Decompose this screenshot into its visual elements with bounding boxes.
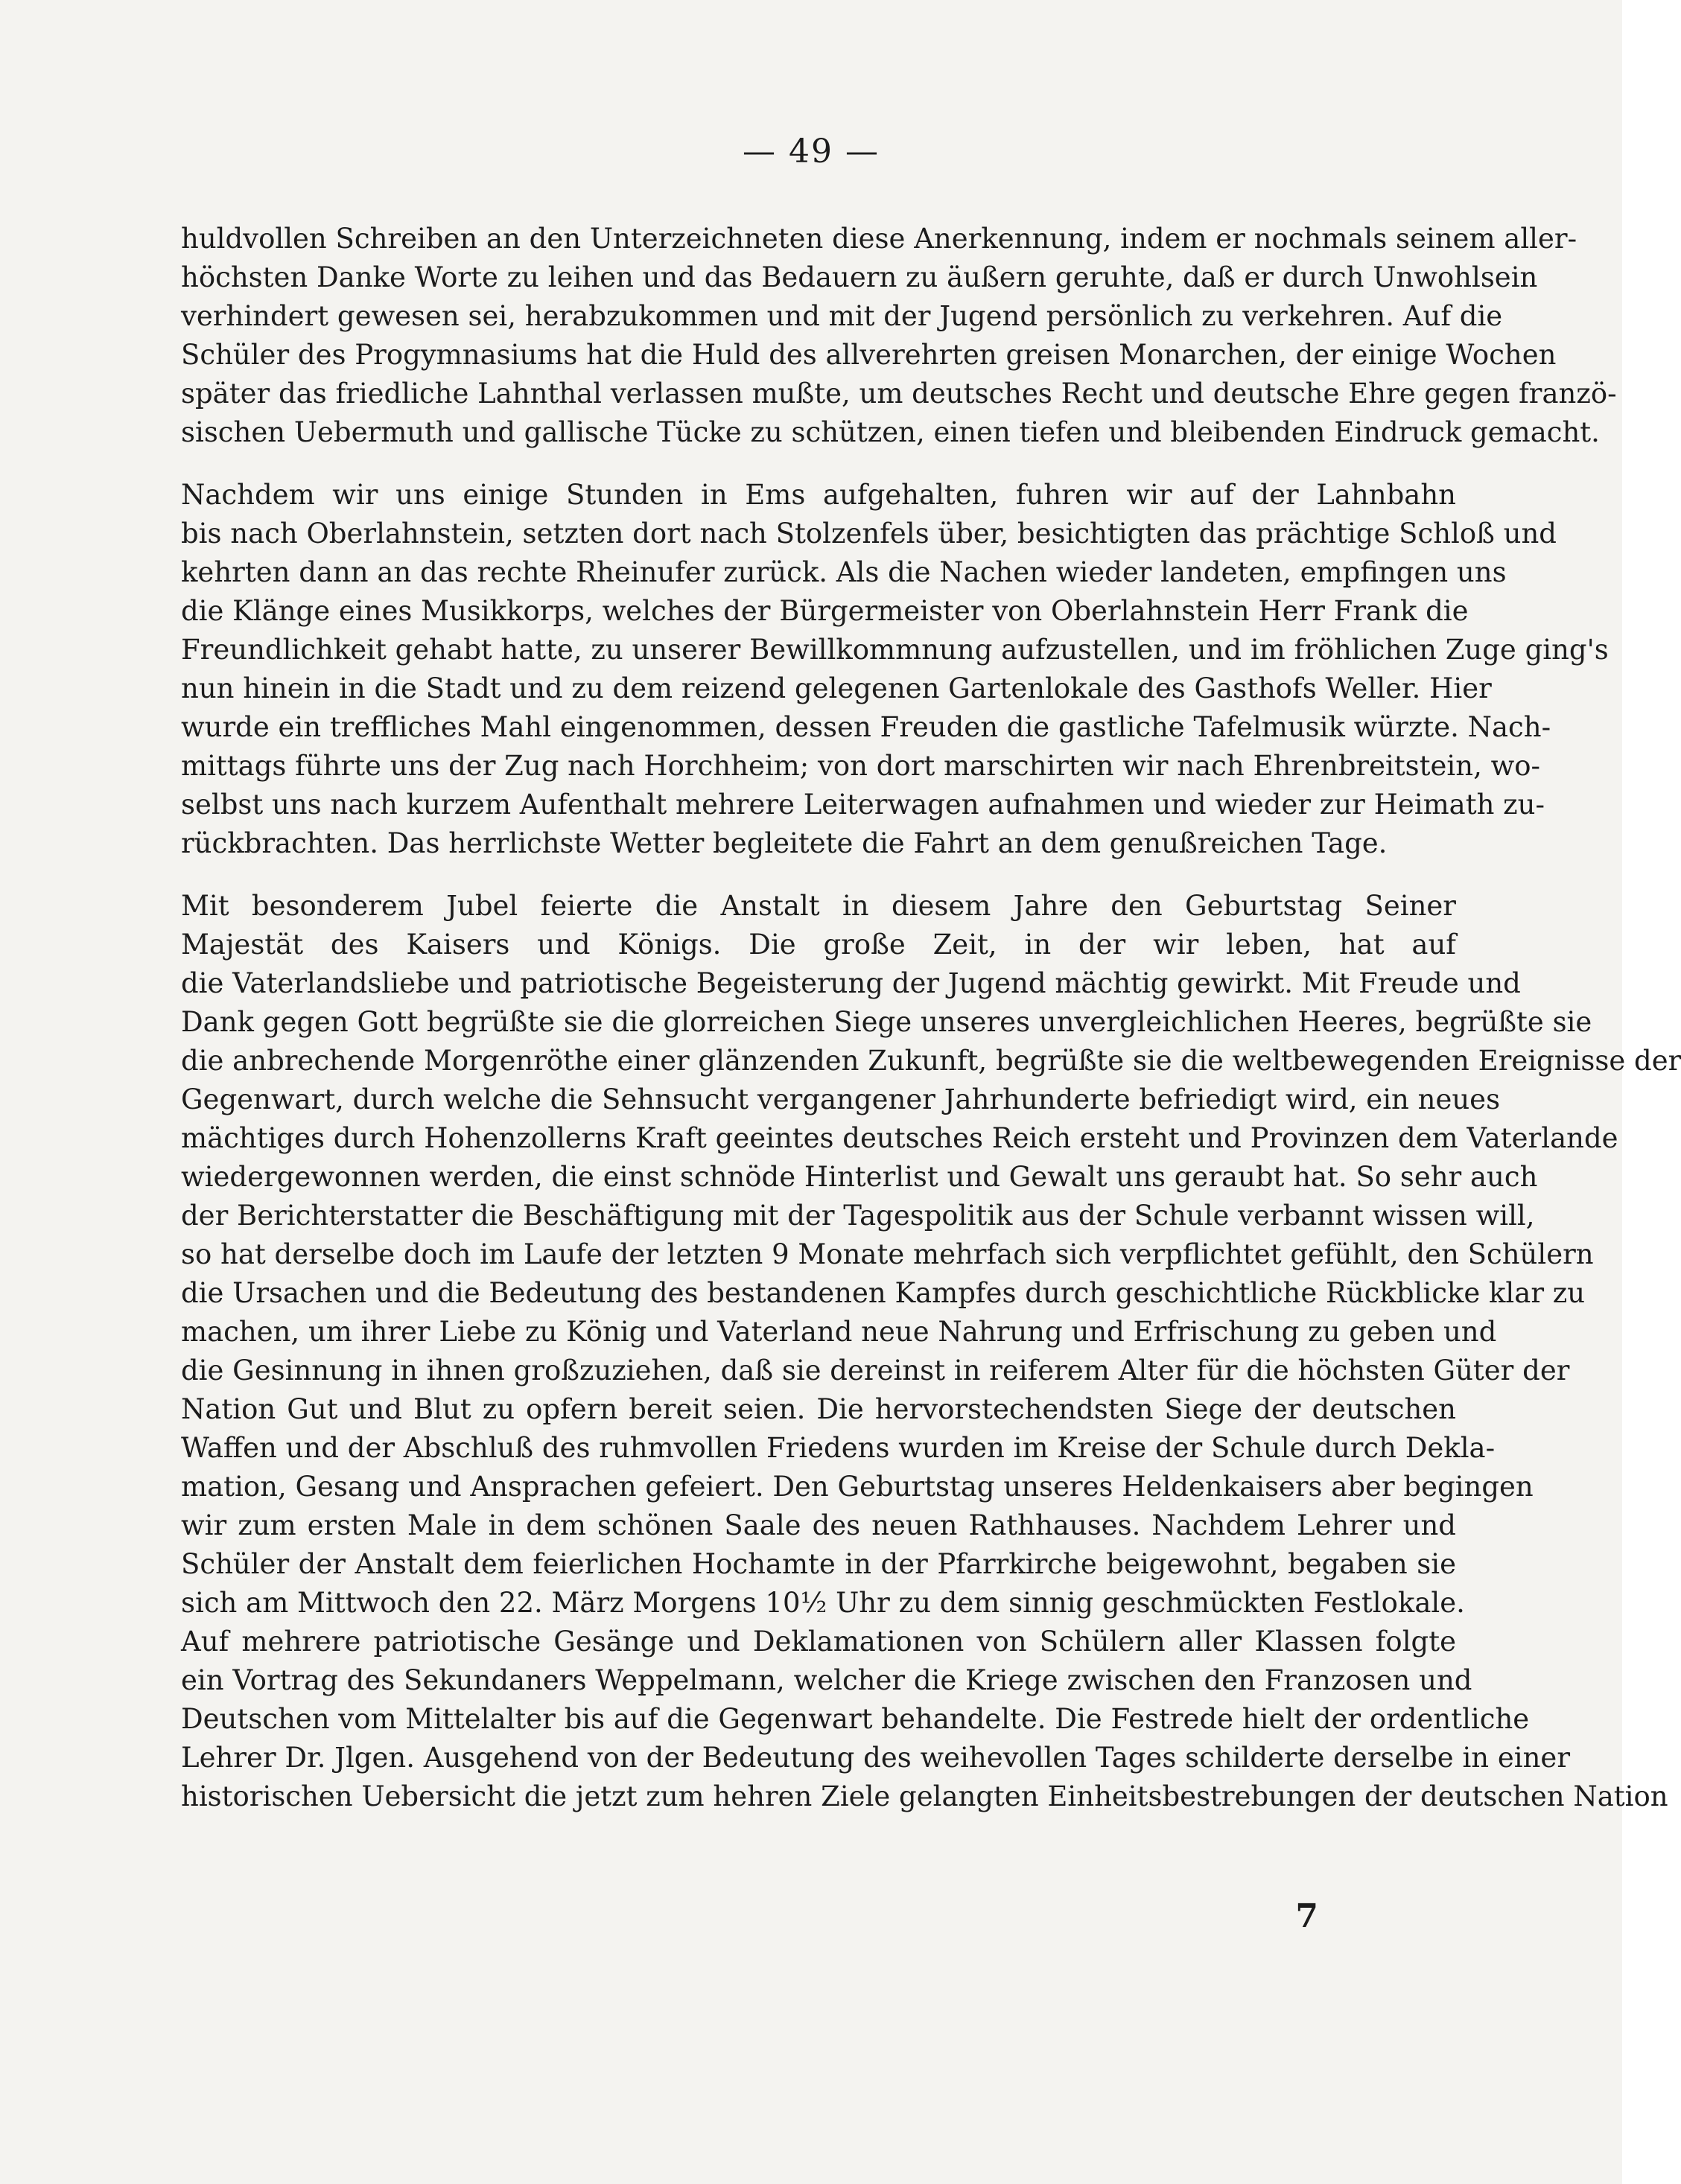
- text-line: huldvollen Schreiben an den Unterzeichneten diese Anerkennung, indem er nochmals seinem aller-: [181, 223, 1577, 255]
- text-line: nun hinein in die Stadt und zu dem reizend gelegenen Gartenlokale des Gasthofs Weller. Hier: [181, 672, 1492, 704]
- text-line: die Ursachen und die Bedeutung des bestandenen Kampfes durch geschichtliche Rückblicke klar zu: [181, 1277, 1586, 1309]
- text-line: Schüler der Anstalt dem feierlichen Hochamte in der Pfarrkirche beigewohnt, begaben sie: [181, 1548, 1456, 1580]
- text-line: so hat derselbe doch im Laufe der letzten 9 Monate mehrfach sich verpflichtet gefühlt, den Schülern: [181, 1238, 1594, 1270]
- text-line: Schüler des Progymnasiums hat die Huld des allverehrten greisen Monarchen, der einige Wochen: [181, 339, 1557, 371]
- text-line: bis nach Oberlahnstein, setzten dort nach Stolzenfels über, besichtigten das prächtige Schloß und: [181, 518, 1557, 550]
- text-line: Nachdem wir uns einige Stunden in Ems aufgehalten, fuhren wir auf der Lahnbahn: [181, 479, 1456, 511]
- text-line: wurde ein treffliches Mahl eingenommen, dessen Freuden die gastliche Tafelmusik würzte. Nach-: [181, 711, 1551, 743]
- page-number: — 49 —: [743, 133, 880, 171]
- paragraph-1: [181, 220, 1617, 452]
- text-line: sischen Uebermuth und gallische Tücke zu schützen, einen tiefen und bleibenden Eindruck gemacht.: [181, 416, 1600, 448]
- text-line: Mit besonderem Jubel feierte die Anstalt in diesem Jahre den Geburtstag Seiner: [181, 890, 1456, 922]
- text-line: ein Vortrag des Sekundaners Weppelmann, welcher die Kriege zwischen den Franzosen und: [181, 1664, 1472, 1696]
- text-line: kehrten dann an das rechte Rheinufer zurück. Als die Nachen wieder landeten, empfingen uns: [181, 556, 1507, 588]
- text-line: mation, Gesang und Ansprachen gefeiert. Den Geburtstag unseres Heldenkaisers aber begingen: [181, 1471, 1534, 1503]
- text-line: Dank gegen Gott begrüßte sie die glorreichen Siege unseres unvergleichlichen Heeres, begrüßte sie: [181, 1006, 1592, 1038]
- text-line: Nation Gut und Blut zu opfern bereit seien. Die hervorstechendsten Siege der deutschen: [181, 1393, 1456, 1425]
- text-line: Lehrer Dr. Jlgen. Ausgehend von der Bedeutung des weihevollen Tages schilderte derselbe in einer: [181, 1742, 1571, 1774]
- text-line: die Vaterlandsliebe und patriotische Begeisterung der Jugend mächtig gewirkt. Mit Freude und: [181, 967, 1521, 999]
- text-line: die Gesinnung in ihnen großzuziehen, daß sie dereinst in reiferem Alter für die höchsten Güter der: [181, 1354, 1570, 1387]
- text-line: Deutschen vom Mittelalter bis auf die Gegenwart behandelte. Die Festrede hielt der ordentliche: [181, 1703, 1530, 1735]
- body-text: [181, 220, 1681, 1816]
- text-line: sich am Mittwoch den 22. März Morgens 10½ Uhr zu dem sinnig geschmückten Festlokale.: [181, 1587, 1465, 1619]
- text-line: Waffen und der Abschluß des ruhmvollen Friedens wurden im Kreise der Schule durch Dekla-: [181, 1432, 1496, 1464]
- paragraph-2: [181, 476, 1609, 863]
- text-line: wir zum ersten Male in dem schönen Saale des neuen Rathhauses. Nachdem Lehrer und: [181, 1509, 1456, 1541]
- text-line: später das friedliche Lahnthal verlassen mußte, um deutsches Recht und deutsche Ehre gegen franzö-: [181, 378, 1617, 410]
- text-line: der Berichterstatter die Beschäftigung mit der Tagespolitik aus der Schule verbannt wissen will,: [181, 1200, 1535, 1232]
- text-line: die Klänge eines Musikkorps, welches der Bürgermeister von Oberlahnstein Herr Frank die: [181, 595, 1469, 627]
- text-line: mittags führte uns der Zug nach Horchheim; von dort marschirten wir nach Ehrenbreitstein, wo-: [181, 750, 1541, 782]
- text-line: historischen Uebersicht die jetzt zum hehren Ziele gelangten Einheitsbestrebungen der deutschen Nation: [181, 1780, 1668, 1812]
- text-line: mächtiges durch Hohenzollerns Kraft geeintes deutsches Reich ersteht und Provinzen dem Vaterlande: [181, 1122, 1618, 1154]
- text-line: rückbrachten. Das herrlichste Wetter begleitete die Fahrt an dem genußreichen Tage.: [181, 827, 1388, 859]
- text-line: Auf mehrere patriotische Gesänge und Deklamationen von Schülern aller Klassen folgte: [181, 1626, 1456, 1658]
- paragraph-3: [181, 887, 1681, 1816]
- text-line: höchsten Danke Worte zu leihen und das Bedauern zu äußern geruhte, daß er durch Unwohlsein: [181, 261, 1538, 293]
- text-line: machen, um ihrer Liebe zu König und Vaterland neue Nahrung und Erfrischung zu geben und: [181, 1316, 1497, 1348]
- text-line: Gegenwart, durch welche die Sehnsucht vergangener Jahrhunderte befriedigt wird, ein neues: [181, 1083, 1501, 1115]
- signature-mark: 7: [1295, 1897, 1318, 1935]
- text-line: selbst uns nach kurzem Aufenthalt mehrere Leiterwagen aufnahmen und wieder zur Heimath zu-: [181, 789, 1545, 821]
- text-line: verhindert gewesen sei, herabzukommen und mit der Jugend persönlich zu verkehren. Auf die: [181, 300, 1503, 332]
- text-line: Freundlichkeit gehabt hatte, zu unserer Bewillkommnung aufzustellen, und im fröhlichen Zuge ging's: [181, 634, 1609, 666]
- text-line: Majestät des Kaisers und Königs. Die große Zeit, in der wir leben, hat auf: [181, 929, 1456, 961]
- text-line: wiedergewonnen werden, die einst schnöde Hinterlist und Gewalt uns geraubt hat. So sehr auch: [181, 1161, 1538, 1193]
- text-line: die anbrechende Morgenröthe einer glänzenden Zukunft, begrüßte sie die weltbewegenden Ereignisse der: [181, 1045, 1681, 1077]
